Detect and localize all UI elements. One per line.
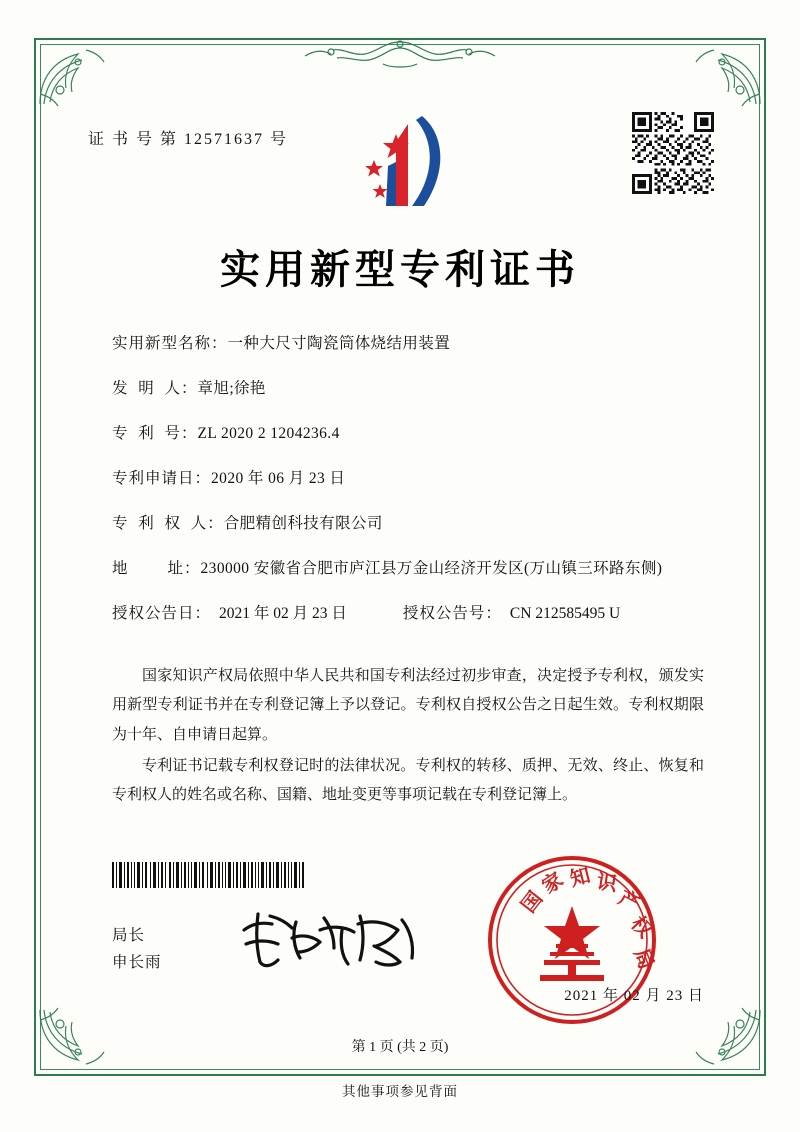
field-label: 授权公告号： bbox=[402, 605, 502, 623]
field-value: ZL 2020 2 1204236.4 bbox=[197, 425, 340, 443]
field-row bbox=[112, 467, 704, 491]
director-role-label: 局长 bbox=[112, 927, 146, 944]
field-label: 专 利 号： bbox=[112, 425, 198, 443]
field-label: 发 明 人： bbox=[112, 380, 198, 398]
corner-ornament-icon bbox=[34, 38, 130, 110]
field-value: 章旭;徐艳 bbox=[197, 380, 266, 398]
barcode-icon bbox=[112, 862, 304, 888]
field-row bbox=[112, 377, 704, 401]
handwritten-signature-icon bbox=[234, 900, 424, 978]
grant-announcement-row bbox=[112, 602, 704, 626]
field-value: CN 212585495 U bbox=[509, 605, 621, 623]
paragraph: 专利证书记载专利权登记时的法律状况。专利权的转移、质押、无效、终止、恢复和专利权人的姓名或名称、国籍、地址变更等事项记载在专利登记簿上。 bbox=[112, 757, 704, 803]
field-value: 230000 安徽省合肥市庐江县万金山经济开发区(万山镇三环路东侧) bbox=[200, 560, 663, 578]
field-row bbox=[112, 422, 704, 446]
seal-date: 2021 年 02 月 23 日 bbox=[564, 988, 704, 1004]
page-indicator: 第 1 页 (共 2 页) bbox=[351, 1040, 449, 1055]
field-label: 实用新型名称： bbox=[112, 335, 228, 352]
field-row bbox=[112, 332, 704, 356]
top-flourish-icon bbox=[265, 36, 535, 80]
field-value: 一种大尺寸陶瓷筒体烧结用装置 bbox=[227, 335, 451, 352]
signature-labels bbox=[112, 922, 162, 976]
svg-text:国: 国 bbox=[516, 886, 548, 918]
svg-text:知: 知 bbox=[567, 862, 593, 891]
page-title: 实用新型专利证书 bbox=[220, 246, 580, 293]
paragraph: 国家知识产权局依照中华人民共和国专利法经过初步审查，决定授予专利权，颁发实用新型专利证书并在专利登记簿上予以登记。专利权自授权公告之日起生效。专利权期限为十年、自申请日起算。 bbox=[112, 668, 704, 743]
cnipa-logo-icon bbox=[352, 108, 462, 220]
field-value: 2021 年 02 月 23 日 bbox=[219, 605, 347, 623]
svg-text:局: 局 bbox=[629, 944, 660, 973]
certificate-number: 证 书 号 第 12571637 号 bbox=[88, 131, 289, 148]
svg-text:产: 产 bbox=[614, 885, 644, 916]
field-row bbox=[112, 512, 704, 536]
svg-text:识: 识 bbox=[595, 869, 619, 896]
svg-text:家: 家 bbox=[537, 867, 568, 899]
qr-code-icon bbox=[632, 112, 714, 194]
svg-text:权: 权 bbox=[626, 911, 658, 943]
legal-text bbox=[112, 662, 704, 812]
field-row bbox=[112, 557, 704, 581]
field-label: 地 址： bbox=[112, 560, 201, 578]
field-value: 2020 年 06 月 23 日 bbox=[211, 470, 346, 488]
corner-ornament-icon bbox=[670, 38, 766, 110]
field-label: 专 利 权 人： bbox=[112, 515, 224, 533]
footnote: 其他事项参见背面 bbox=[342, 1084, 458, 1099]
field-value: 合肥精创科技有限公司 bbox=[223, 515, 383, 533]
director-name-label: 申长雨 bbox=[112, 954, 162, 972]
field-label: 授权公告日： bbox=[112, 605, 212, 623]
certificate-fields bbox=[112, 332, 704, 647]
field-label: 专利申请日： bbox=[112, 470, 212, 488]
